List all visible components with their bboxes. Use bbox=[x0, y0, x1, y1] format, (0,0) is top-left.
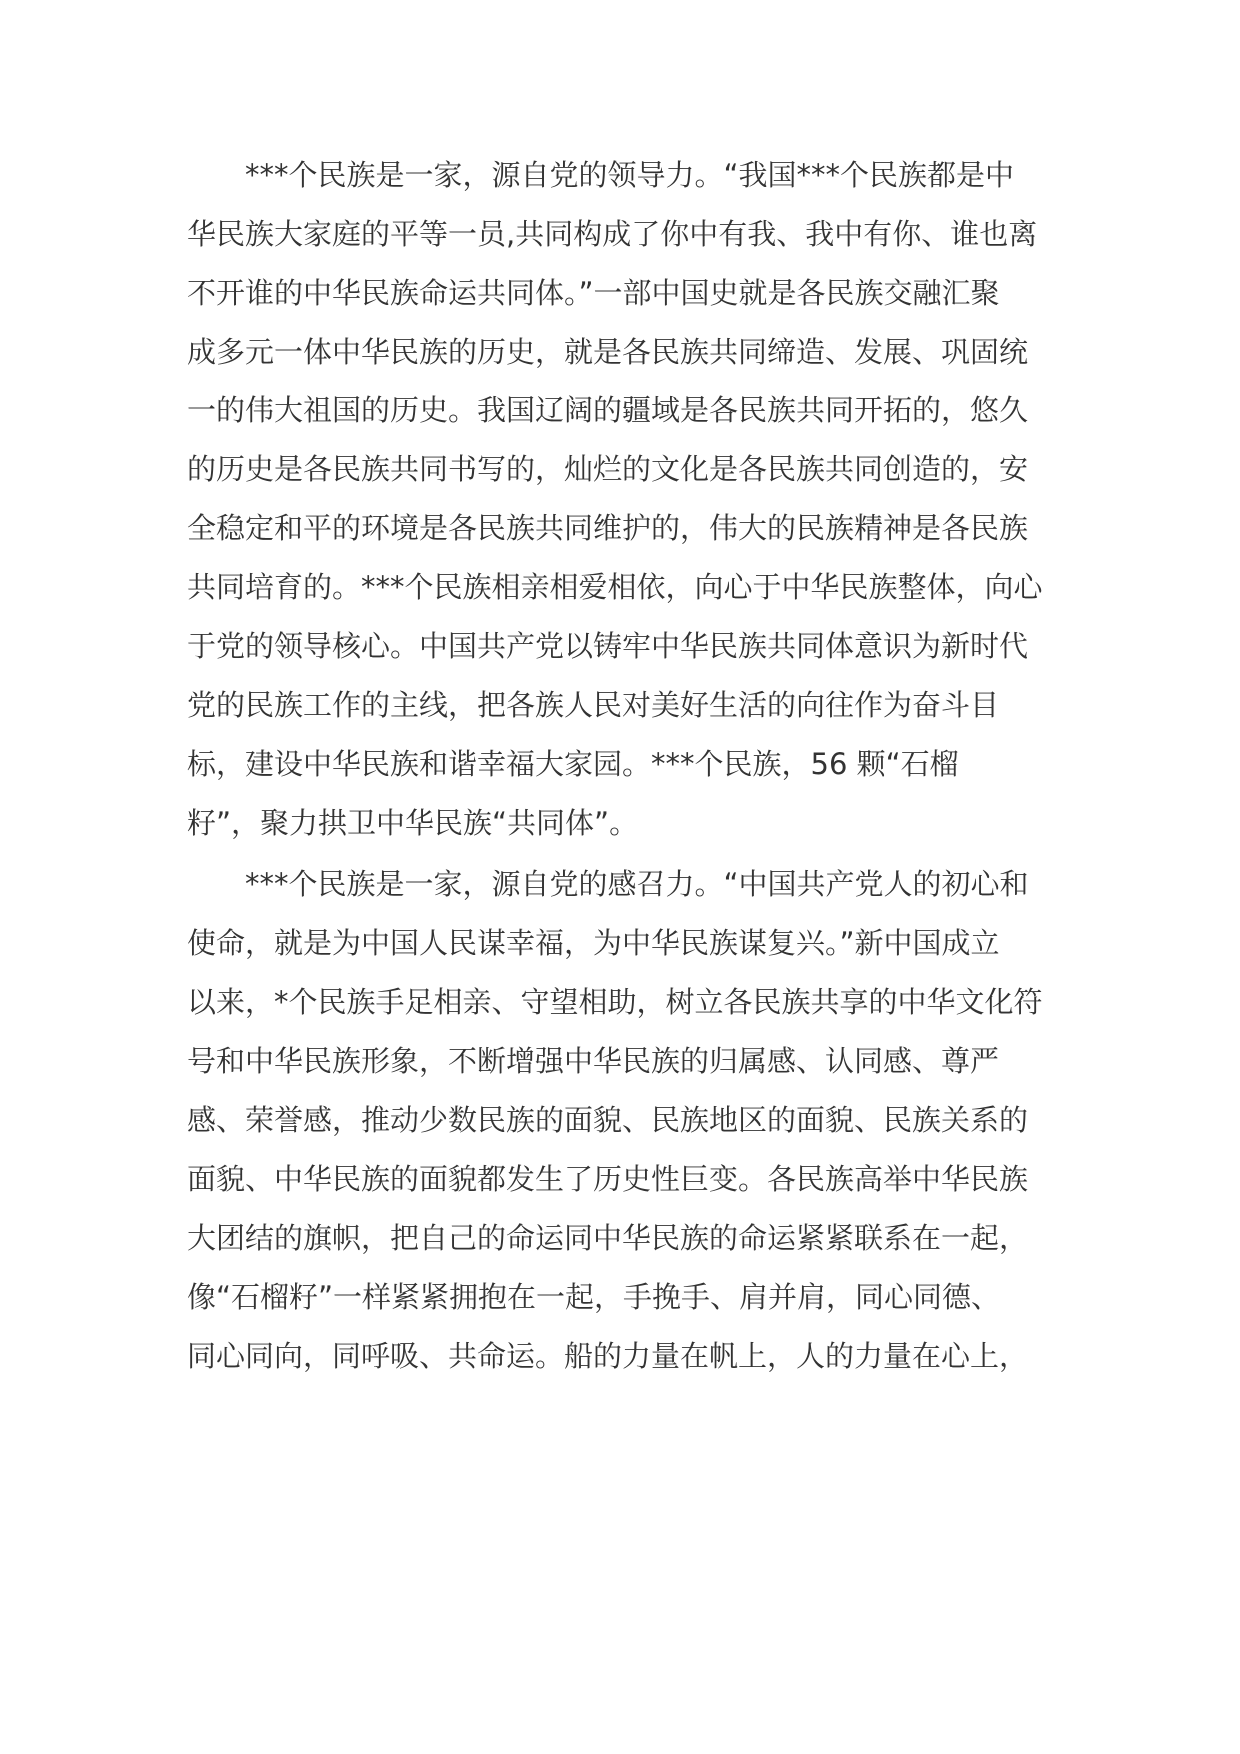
paragraph-1-line-1: ***个民族是一家，源自党的领导力。“我国***个民族都是中 bbox=[245, 158, 1015, 192]
paragraph-1-line-2: 华民族大家庭的平等一员,共同构成了你中有我、我中有你、谁也离 bbox=[187, 217, 1038, 251]
paragraph-2-line-7: 大团结的旗帜，把自己的命运同中华民族的命运紧紧联系在一起， bbox=[187, 1221, 1029, 1255]
paragraph-2-line-8: 像“石榴籽”一样紧紧拥抱在一起，手挽手、肩并肩，同心同德、 bbox=[187, 1280, 1001, 1314]
paragraph-2-line-9: 同心同向，同呼吸、共命运。船的力量在帆上，人的力量在心上， bbox=[187, 1339, 1029, 1373]
paragraph-1-line-9: 于党的领导核心。中国共产党以铸牢中华民族共同体意识为新时代 bbox=[187, 629, 1029, 663]
paragraph-1-line-6: 的历史是各民族共同书写的，灿烂的文化是各民族共同创造的，安 bbox=[187, 452, 1029, 486]
paragraph-1-line-12: 籽”，聚力拱卫中华民族“共同体”。 bbox=[187, 806, 639, 840]
paragraph-1-line-4: 成多元一体中华民族的历史，就是各民族共同缔造、发展、巩固统 bbox=[187, 335, 1029, 369]
paragraph-2-line-4: 号和中华民族形象，不断增强中华民族的归属感、认同感、尊严 bbox=[187, 1044, 1000, 1078]
paragraph-2-line-2: 使命，就是为中国人民谋幸福，为中华民族谋复兴。”新中国成立 bbox=[187, 926, 1000, 960]
paragraph-2-line-5: 感、荣誉感，推动少数民族的面貌、民族地区的面貌、民族关系的 bbox=[187, 1103, 1029, 1137]
paragraph-1-line-10: 党的民族工作的主线，把各族人民对美好生活的向往作为奋斗目 bbox=[187, 688, 1000, 722]
paragraph-1-line-8: 共同培育的。***个民族相亲相爱相依，向心于中华民族整体，向心 bbox=[187, 570, 1043, 604]
paragraph-2-line-1: ***个民族是一家，源自党的感召力。“中国共产党人的初心和 bbox=[245, 867, 1029, 901]
paragraph-1-line-5: 一的伟大祖国的历史。我国辽阔的疆域是各民族共同开拓的，悠久 bbox=[187, 393, 1029, 427]
paragraph-1-line-3: 不开谁的中华民族命运共同体。”一部中国史就是各民族交融汇聚 bbox=[187, 276, 1000, 310]
paragraph-2-line-6: 面貌、中华民族的面貌都发生了历史性巨变。各民族高举中华民族 bbox=[187, 1162, 1029, 1196]
paragraph-1-line-7: 全稳定和平的环境是各民族共同维护的，伟大的民族精神是各民族 bbox=[187, 511, 1029, 545]
paragraph-1-line-11: 标，建设中华民族和谐幸福大家园。***个民族，56 颗“石榴 bbox=[187, 747, 959, 781]
paragraph-2-line-3: 以来，*个民族手足相亲、守望相助，树立各民族共享的中华文化符 bbox=[187, 985, 1043, 1019]
